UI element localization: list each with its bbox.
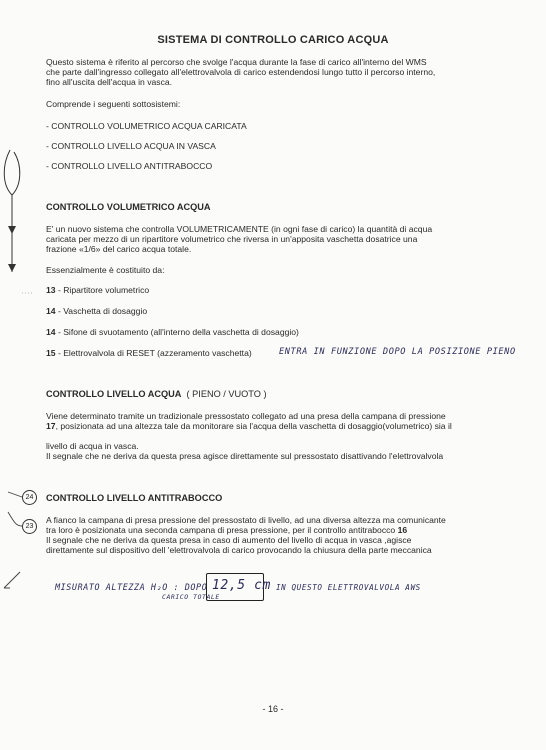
subsystem-item: - CONTROLLO LIVELLO ACQUA IN VASCA [46, 141, 216, 151]
livello-line-2 [46, 421, 452, 432]
intro-line-3: fino all'uscita dell'acqua in vasca. [46, 77, 173, 87]
antitrabocco-line-2-text: tra loro è posizionata una seconda campana di presa pressione, per il controllo antitrabocco [46, 525, 398, 535]
arrow-down-icon [8, 226, 16, 234]
component-item [46, 285, 149, 296]
component-item [46, 348, 252, 359]
component-number: 14 [46, 327, 56, 337]
section-heading-livello [46, 389, 267, 400]
volumetrico-line-3: frazione «1/6» del carico acqua totale. [46, 244, 192, 254]
handwritten-measure-sublabel: CARICO TOTALE [162, 593, 220, 601]
component-number: 14 [46, 306, 56, 316]
antitrabocco-line-3: Il segnale che ne deriva da questa presa in caso di aumento del livello di acqua in vasca ,agisce [46, 535, 412, 545]
volumetrico-essenziale: Essenzialmente è costituito da: [46, 265, 165, 275]
callout-line-24 [8, 492, 22, 497]
antitrabocco-line-2 [46, 525, 407, 536]
component-text: - Vaschetta di dosaggio [55, 306, 148, 316]
component-item [46, 306, 147, 317]
margin-slash-mark [4, 572, 20, 588]
livello-heading-suffix: ( PIENO / VUOTO ) [186, 389, 267, 399]
margin-loop-mark [4, 150, 20, 195]
subsystem-item: - CONTROLLO VOLUMETRICO ACQUA CARICATA [46, 121, 247, 131]
livello-line-4: Il segnale che ne deriva da questa presa agisce direttamente sul pressostato disattivando l'elettrovalvola [46, 451, 444, 461]
volumetrico-line-1: E' un nuovo sistema che controlla VOLUMETRICAMENTE (in ogni fase di carico) la quantità di acqua [46, 224, 433, 234]
volumetrico-line-2: caricata per mezzo di un ripartitore volumetrico che riversa in un'apposita vaschetta dosatrice una [46, 234, 418, 244]
intro-comprende: Comprende i seguenti sottosistemi: [46, 99, 181, 109]
livello-line-1: Viene determinato tramite un tradizionale pressostato collegato ad una presa della campana di pressione [46, 411, 446, 421]
antitrabocco-line-1: A fianco la campana di presa pressione del pressostato di livello, ad una diversa altezza ma comunicante [46, 515, 446, 525]
callout-circle-23: 23 [22, 519, 37, 534]
callout-circle-24: 24 [22, 490, 37, 505]
component-text: - Sifone di svuotamento (all'interno della vaschetta di dosaggio) [55, 327, 299, 337]
component-number: 15 [46, 348, 56, 358]
section-heading-volumetrico: CONTROLLO VOLUMETRICO ACQUA [46, 202, 211, 212]
handwritten-note-tail: IN QUESTO ELETTROVALVOLA AWS [276, 583, 421, 592]
handwritten-note-reset: ENTRA IN FUNZIONE DOPO LA POSIZIONE PIENO [279, 347, 516, 357]
section-heading-antitrabocco: CONTROLLO LIVELLO ANTITRABOCCO [46, 493, 223, 503]
page-title: SISTEMA DI CONTROLLO CARICO ACQUA [157, 34, 389, 46]
livello-heading-text: CONTROLLO LIVELLO ACQUA [46, 389, 182, 399]
livello-ref-number: 17 [46, 421, 56, 431]
intro-line-1: Questo sistema è riferito al percorso che svolge l'acqua durante la fase di carico all'interno del WMS [46, 57, 427, 67]
antitrabocco-line-4: direttamente sul dispositivo dell 'elettrovalvola di carico provocando la chiusura della parte meccanica [46, 545, 432, 555]
subsystem-item: - CONTROLLO LIVELLO ANTITRABOCCO [46, 161, 213, 171]
arrow-down-icon [8, 264, 16, 272]
handwritten-measure-label: MISURATO ALTEZZA H₂O : DOPO [55, 582, 208, 592]
component-item [46, 327, 299, 338]
handwritten-value: 12,5 cm [212, 578, 271, 593]
antitrabocco-ref-number: 16 [397, 525, 408, 535]
component-number: 13 [46, 285, 56, 295]
component-text: - Elettrovalvola di RESET (azzeramento vaschetta) [55, 348, 252, 358]
livello-line-2-text: , posizionata ad una altezza tale da monitorare sia l'acqua della vaschetta di dosaggio(volumetrico) sia il [55, 421, 452, 431]
callout-line-23 [8, 512, 22, 526]
livello-line-3: livello di acqua in vasca. [46, 441, 139, 451]
intro-line-2: che parte dall'ingresso collegato all'elettrovalvola di carico estendendosi lungo tutto il percorso interno, [46, 67, 436, 77]
page-number: - 16 - [262, 704, 284, 714]
component-text: - Ripartitore volumetrico [55, 285, 150, 295]
